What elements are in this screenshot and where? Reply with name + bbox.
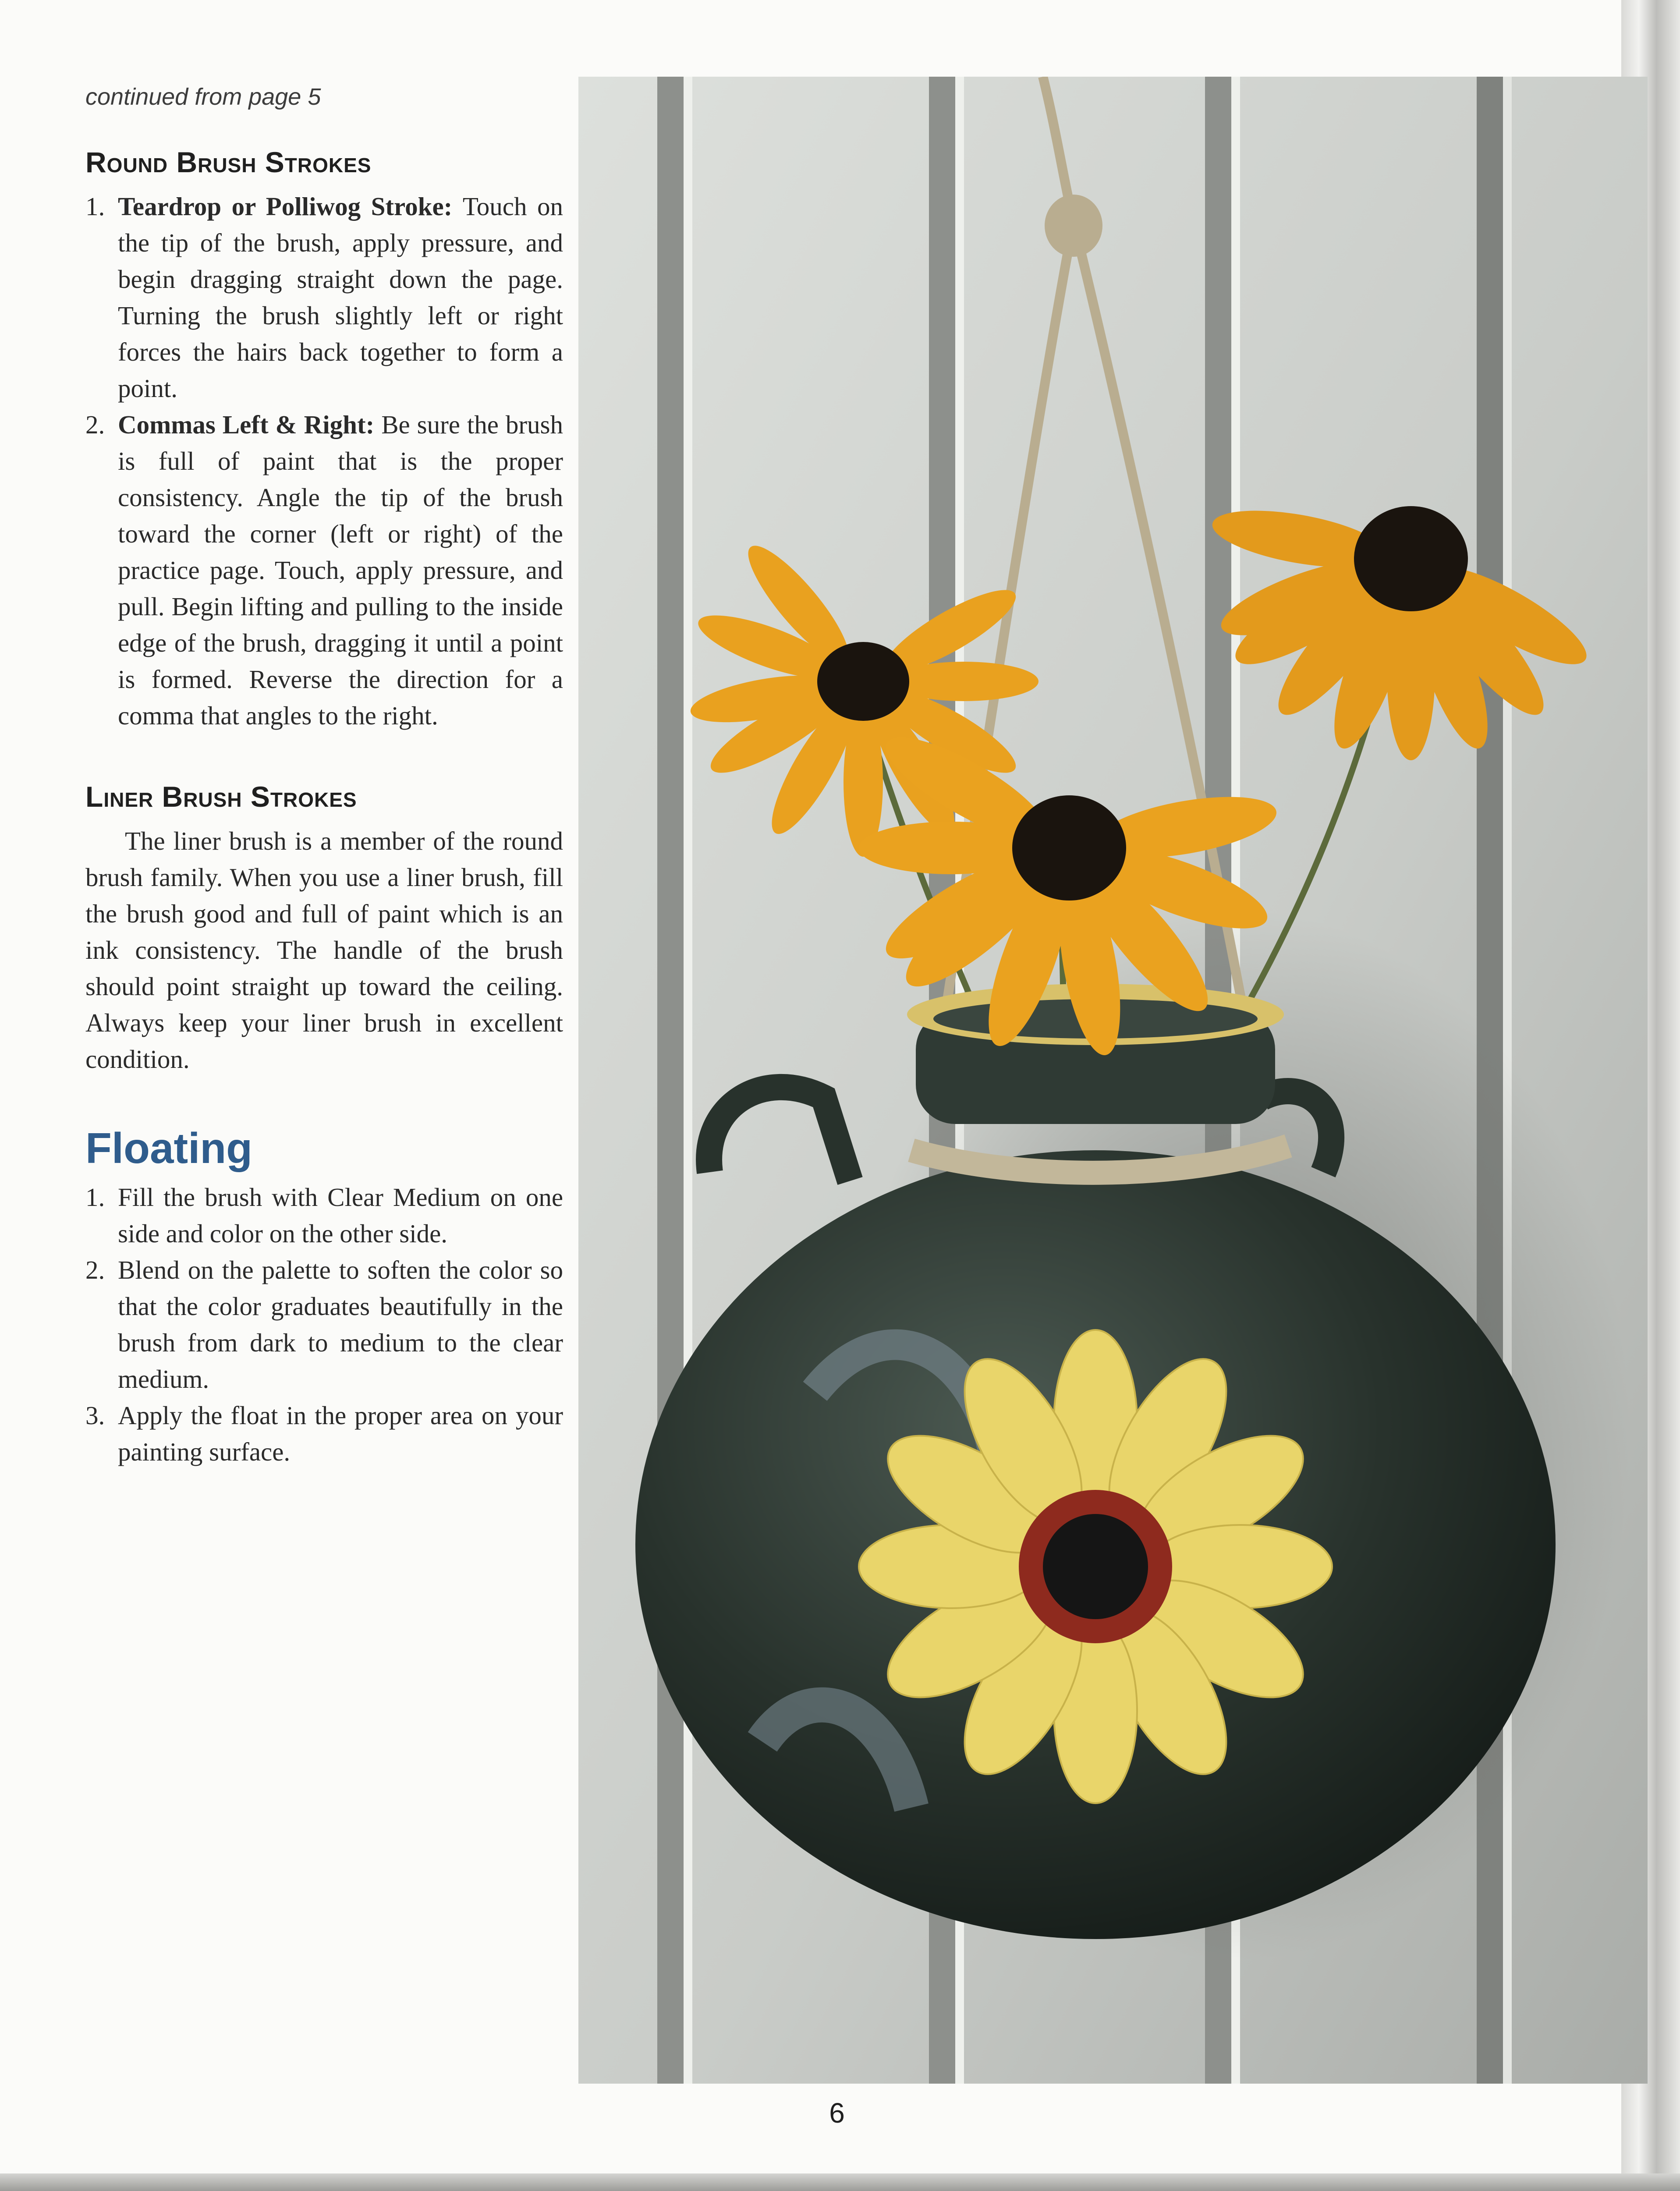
floating-list [85,1179,563,1470]
text-column [85,83,563,1470]
round-brush-heading: Round Brush Strokes [85,146,372,178]
liner-brush-heading: Liner Brush Strokes [85,780,357,813]
item-number: 1. [85,1183,105,1212]
list-item [85,1397,563,1470]
list-item [85,1179,563,1252]
continued-note: continued from page 5 [85,84,321,110]
item-number: 3. [85,1401,105,1430]
item-text: Apply the float in the proper area on your painting surface. [118,1401,563,1466]
list-item [85,1252,563,1397]
item-term: Commas Left & Right: [118,410,382,439]
round-brush-list [85,188,563,734]
liner-brush-paragraph: The liner brush is a member of the round brush family. When you use a liner brush, fill the brush good and full of paint which is an ink consistency. The handle of the brush should point straight up toward the ceiling. Always keep your liner brush in excellent condition. [85,826,563,1074]
item-number: 2. [85,410,105,439]
item-number: 2. [85,1255,105,1284]
item-text: Fill the brush with Clear Medium on one side and color on the other side. [118,1183,563,1248]
list-item [85,407,563,734]
item-text: Be sure the brush is full of paint that is the proper consistency. Angle the tip of the brush toward the corner (left or right) of the practice page. Touch, apply pressure, and pull. Begin lifting and pulling to the inside edge of the brush, dragging it until a point is formed. Reverse the direction for a comma that angles to the right. [118,410,564,730]
page-number: 6 [829,2097,845,2129]
floating-heading: Floating [85,1124,253,1172]
list-item [85,188,563,407]
item-text: Blend on the palette to soften the color so that the color graduates beautifully in the brush from dark to medium to the clear medium. [118,1255,563,1393]
item-text: Touch on the tip of the brush, apply pressure, and begin dragging straight down the page. Turning the brush slightly left or right forces the hairs back together to form a point. [118,192,563,403]
vase-photograph [578,77,1648,2084]
bottom-edge [0,2173,1680,2191]
item-term: Teardrop or Polliwog Stroke: [118,192,463,221]
item-number: 1. [85,192,105,221]
